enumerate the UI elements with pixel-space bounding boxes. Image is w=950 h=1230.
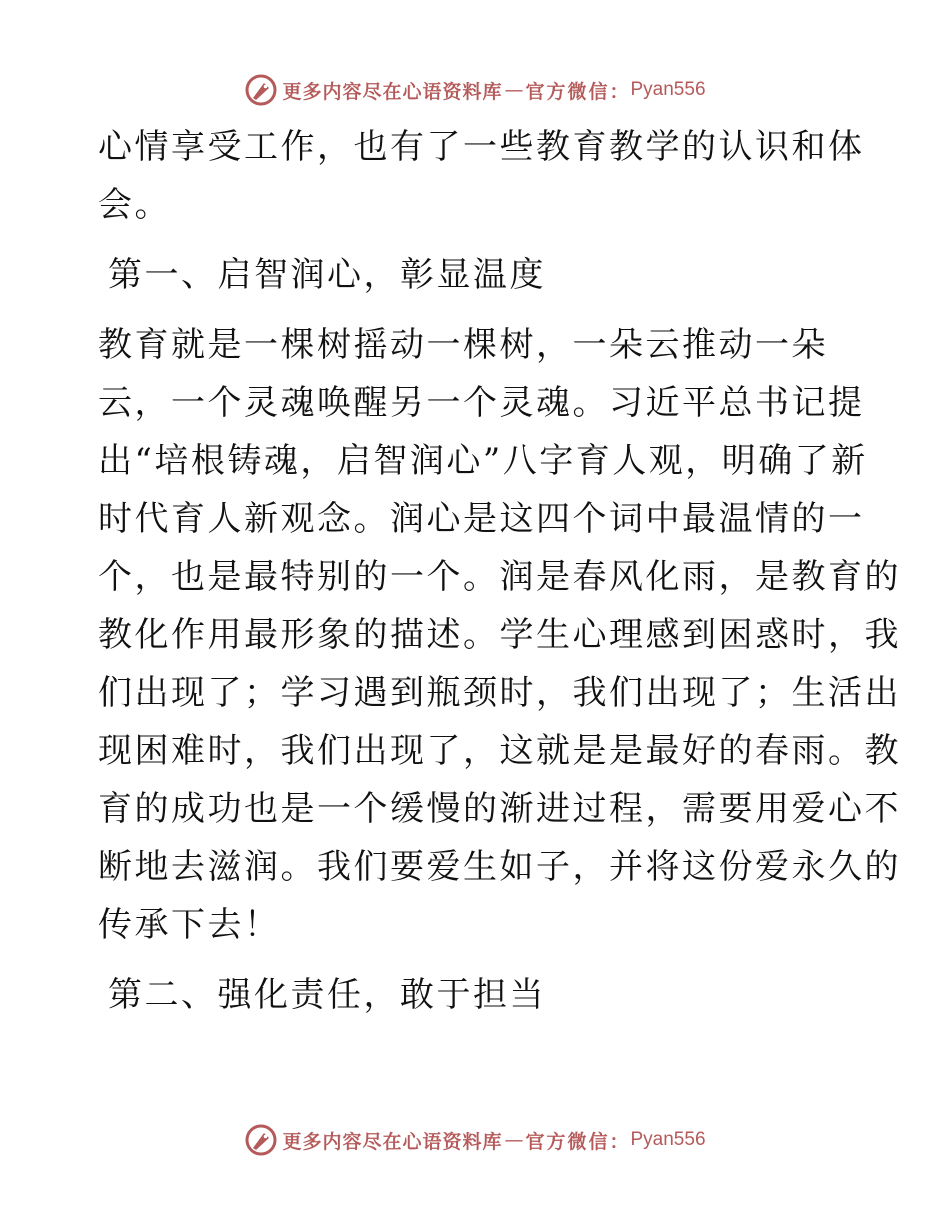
text-line: 断地去滋润。我们要爱生如子，并将这份爱永久的 <box>98 847 901 887</box>
section-heading-2: 第二、强化责任，敢于担当 <box>108 975 546 1015</box>
header-watermark <box>0 72 950 108</box>
document-body <box>98 118 901 1024</box>
watermark-label: 官方微信： <box>525 80 631 103</box>
text-line: 现困难时，我们出现了，这就是是最好的春雨。教 <box>98 731 901 771</box>
text-line: 时代育人新观念。润心是这四个词中最温情的一 <box>98 499 865 539</box>
text-line: 会。 <box>98 185 171 225</box>
watermark-main-text: 更多内容尽在心语资料库 <box>282 80 503 103</box>
text-line: 云，一个灵魂唤醒另一个灵魂。习近平总书记提 <box>98 383 865 423</box>
watermark-label: 官方微信： <box>525 1130 631 1153</box>
text-line: 出“培根铸魂，启智润心”八字育人观，明确了新 <box>98 441 868 481</box>
watermark-separator: — <box>504 1129 524 1151</box>
text-line: 传承下去！ <box>98 905 281 945</box>
text-line: 教化作用最形象的描述。学生心理感到困惑时，我 <box>98 615 901 655</box>
watermark-account: Pyan556 <box>630 1129 706 1150</box>
text-line: 个，也是最特别的一个。润是春风化雨，是教育的 <box>98 557 901 597</box>
watermark-main-text: 更多内容尽在心语资料库 <box>282 1130 503 1153</box>
text-line: 育的成功也是一个缓慢的渐进过程，需要用爱心不 <box>98 789 901 829</box>
pen-nib-logo-icon <box>244 1123 278 1157</box>
pen-nib-logo-icon <box>244 73 278 107</box>
watermark-account: Pyan556 <box>630 79 706 100</box>
text-line: 们出现了；学习遇到瓶颈时，我们出现了；生活出 <box>98 673 901 713</box>
text-line: 心情享受工作，也有了一些教育教学的认识和体 <box>98 127 865 167</box>
section-heading-1: 第一、启智润心，彰显温度 <box>108 255 546 295</box>
text-line: 教育就是一棵树摇动一棵树，一朵云推动一朵 <box>98 325 828 365</box>
footer-watermark <box>0 1122 950 1158</box>
watermark-separator: — <box>504 79 524 101</box>
